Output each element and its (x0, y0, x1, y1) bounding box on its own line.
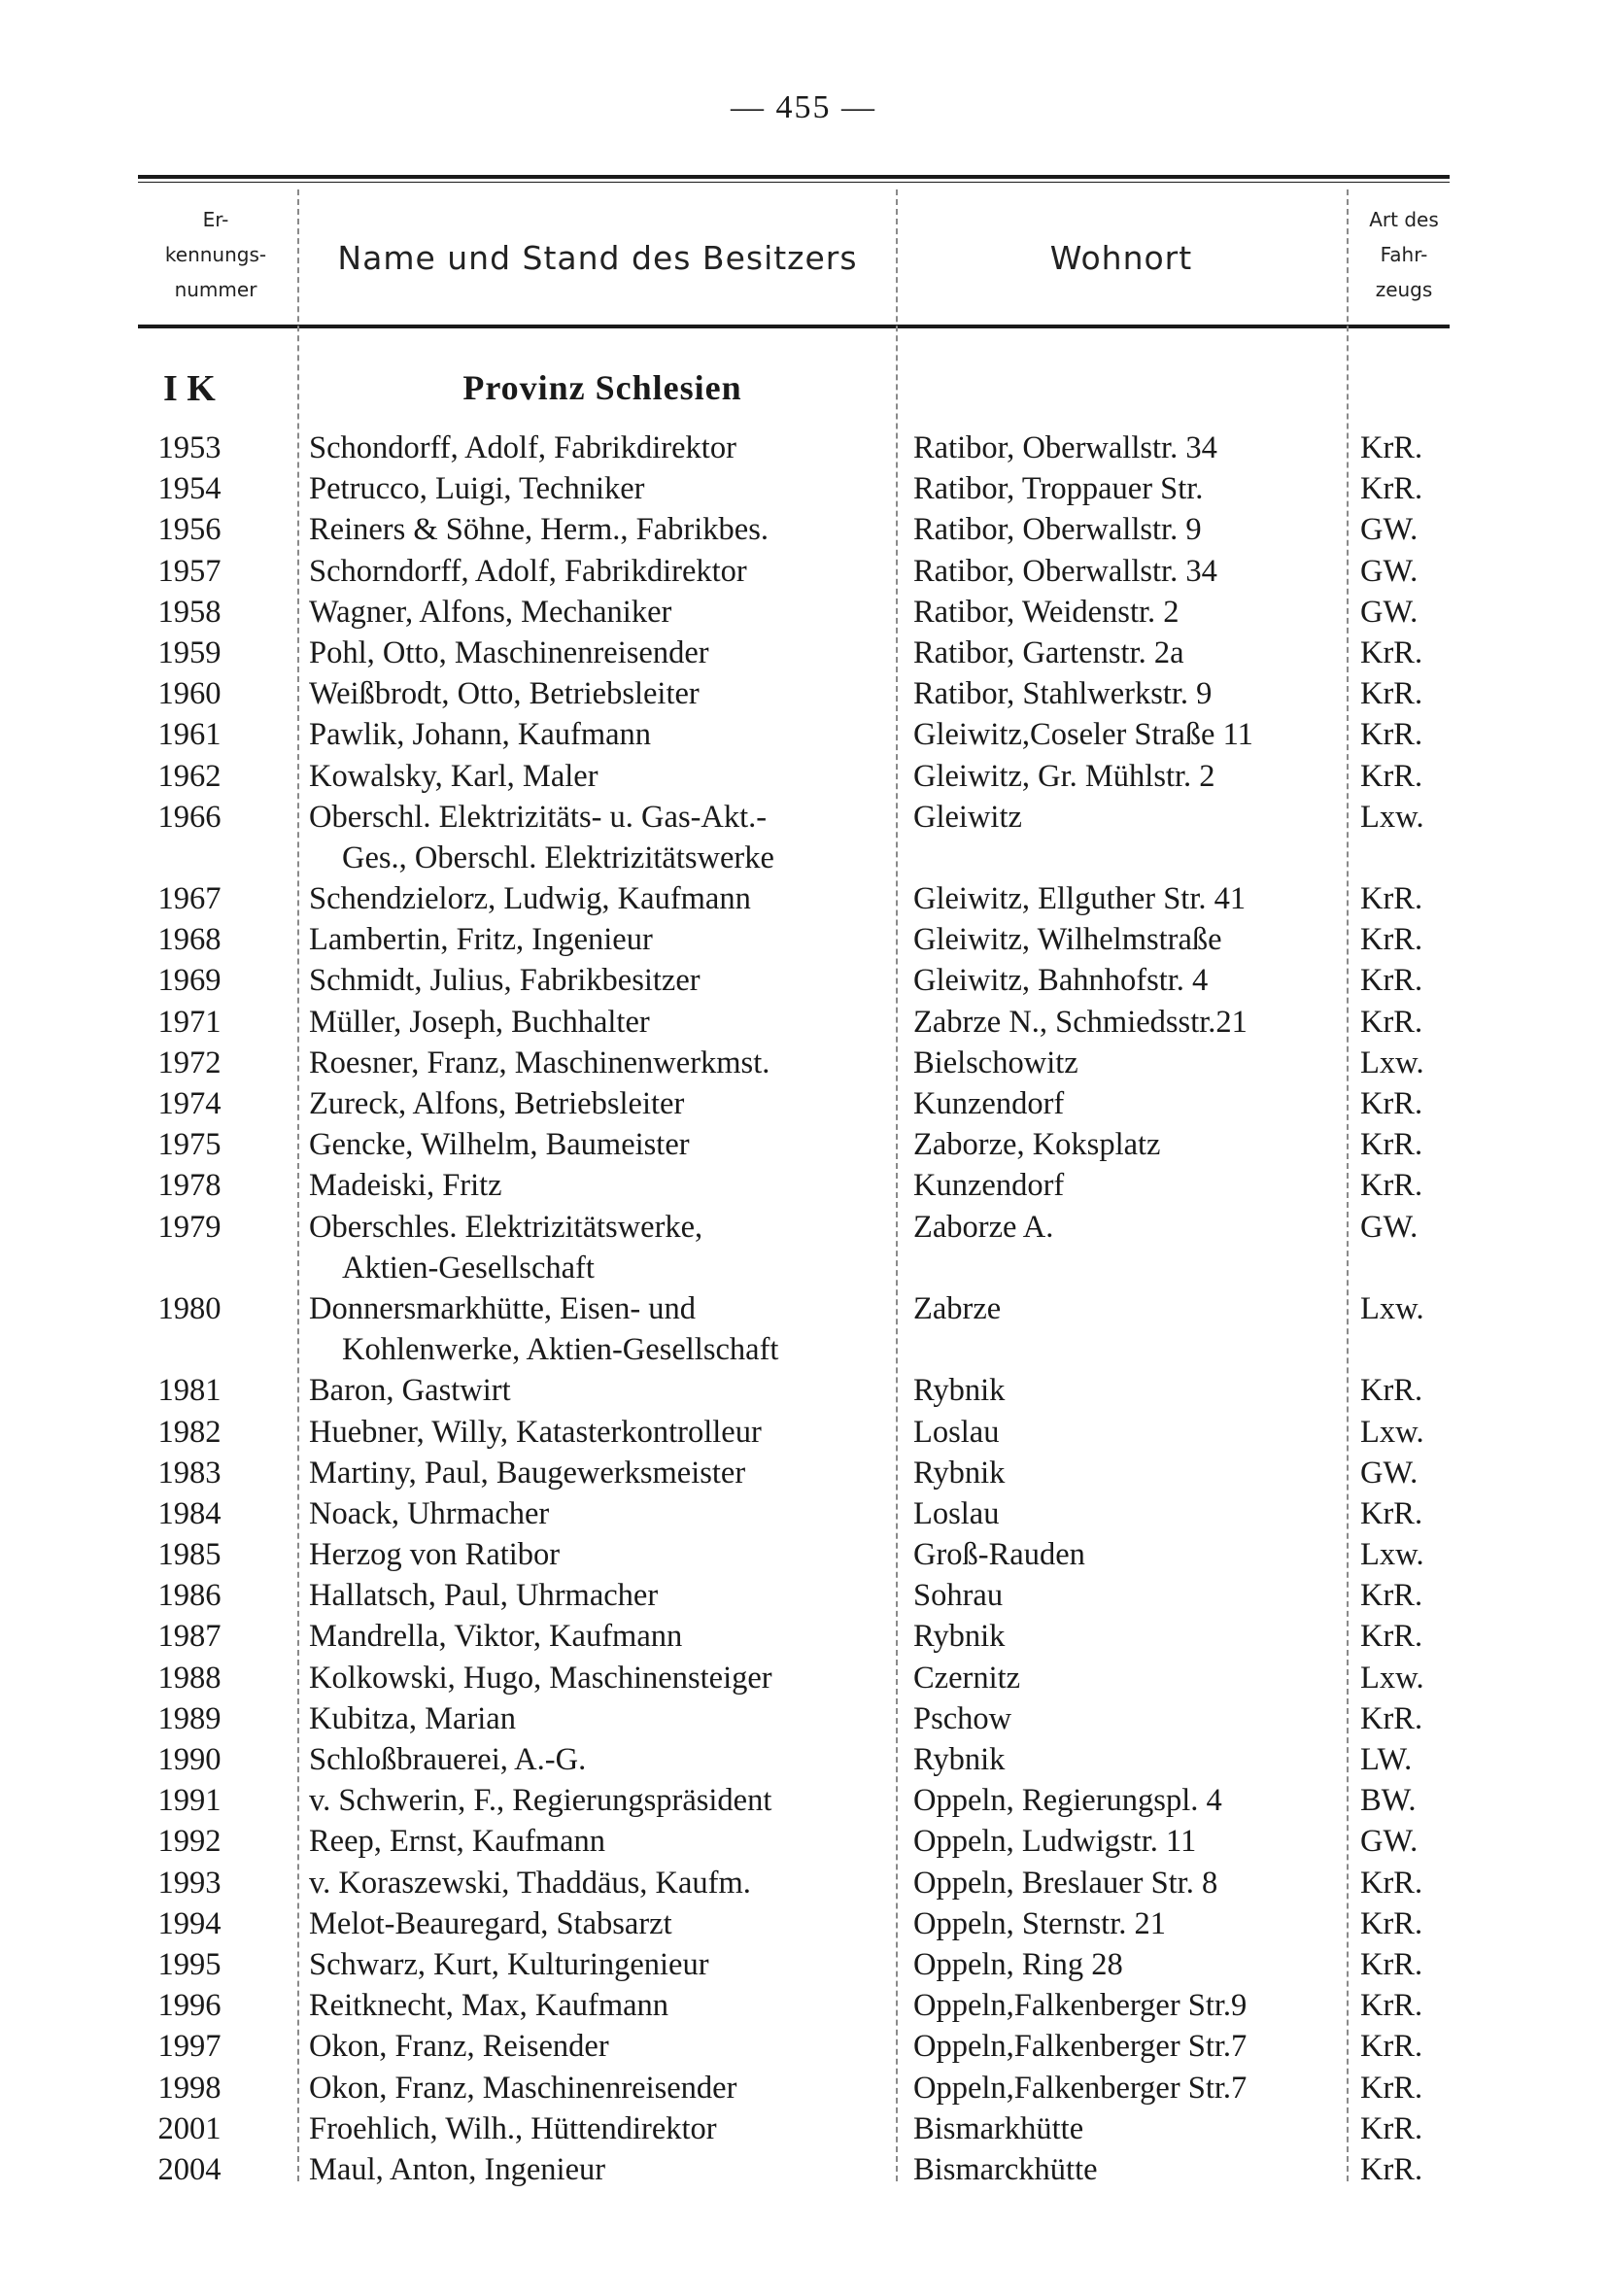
residence: Bielschowitz (913, 1045, 1078, 1080)
vehicle-type: KrR. (1360, 963, 1423, 999)
owner-name (309, 1493, 892, 1534)
vehicle-type: BW. (1360, 1783, 1417, 1819)
owner-name-line: Oberschl. Elektrizitäts- u. Gas-Akt.- (309, 799, 768, 835)
residence: Loslau (913, 1495, 1000, 1531)
owner-name (309, 1658, 892, 1698)
registration-number: 1993 (157, 1865, 222, 1901)
owner-name-line: v. Koraszewski, Thaddäus, Kaufm. (309, 1865, 751, 1901)
owner-name (309, 592, 892, 633)
table-row (0, 1863, 1607, 1903)
owner-name (309, 714, 892, 755)
registration-number: 1988 (157, 1660, 222, 1696)
registration-number: 1994 (157, 1905, 222, 1941)
owner-name-line: Froehlich, Wilh., Hüttendirektor (309, 2110, 717, 2146)
owner-name (309, 509, 892, 550)
table-row (0, 1453, 1607, 1493)
registration-number: 1984 (157, 1495, 222, 1531)
vehicle-type: KrR. (1360, 1988, 1423, 2024)
table-row (0, 1124, 1607, 1165)
owner-name (309, 1534, 892, 1575)
vehicle-type: GW. (1360, 1209, 1419, 1245)
owner-name-line: Kolkowski, Hugo, Maschinensteiger (309, 1660, 772, 1696)
registration-number: 1980 (157, 1290, 222, 1326)
owner-name (309, 1453, 892, 1493)
table-row (0, 878, 1607, 919)
registration-number: 1995 (157, 1946, 222, 1982)
owner-name (309, 1412, 892, 1453)
header-type-line: Fahr- (1380, 243, 1428, 266)
owner-name-line: Lambertin, Fritz, Ingenieur (309, 922, 653, 958)
table-row (0, 1412, 1607, 1453)
residence: Ratibor, Oberwallstr. 34 (913, 430, 1217, 465)
table-row (0, 1698, 1607, 1739)
owner-name-line: Huebner, Willy, Katasterkontrolleur (309, 1414, 762, 1450)
table-row (0, 468, 1607, 509)
registration-number: 1972 (157, 1045, 222, 1080)
table-row (0, 756, 1607, 797)
owner-name (309, 878, 892, 919)
owner-name (309, 1124, 892, 1165)
owner-name-line: Müller, Joseph, Buchhalter (309, 1004, 650, 1040)
residence: Gleiwitz, Wilhelmstraße (913, 922, 1222, 958)
residence: Ratibor, Stahlwerkstr. 9 (913, 676, 1213, 712)
table-row (0, 1780, 1607, 1821)
table-row (0, 797, 1607, 878)
residence: Loslau (913, 1414, 1000, 1450)
header-number-line: kennungs- (164, 243, 267, 266)
table-row (0, 551, 1607, 592)
vehicle-type: KrR. (1360, 430, 1423, 465)
table-row (0, 1043, 1607, 1083)
owner-name (309, 1043, 892, 1083)
residence: Gleiwitz, Gr. Mühlstr. 2 (913, 758, 1215, 794)
owner-name-line: Schmidt, Julius, Fabrikbesitzer (309, 963, 701, 999)
vehicle-type: KrR. (1360, 676, 1423, 712)
registration-number: 1967 (157, 881, 222, 917)
residence: Oppeln, Breslauer Str. 8 (913, 1865, 1218, 1901)
residence: Rybnik (913, 1742, 1006, 1778)
registration-number: 1991 (157, 1783, 222, 1819)
vehicle-type: KrR. (1360, 1700, 1423, 1736)
owner-name-line: Gencke, Wilhelm, Baumeister (309, 1127, 690, 1163)
owner-name (309, 1821, 892, 1862)
residence: Ratibor, Oberwallstr. 34 (913, 553, 1217, 589)
table-row (0, 1165, 1607, 1206)
residence: Oppeln, Regierungspl. 4 (913, 1783, 1222, 1819)
vehicle-type: KrR. (1360, 2151, 1423, 2187)
residence: Rybnik (913, 1373, 1006, 1409)
owner-name-line: Schendzielorz, Ludwig, Kaufmann (309, 881, 751, 917)
vehicle-type: KrR. (1360, 471, 1423, 507)
header-number-line: Er- (202, 208, 229, 231)
vehicle-type: KrR. (1360, 1578, 1423, 1614)
table-row (0, 960, 1607, 1001)
residence: Pschow (913, 1700, 1012, 1736)
registration-number: 1957 (157, 553, 222, 589)
vehicle-type: KrR. (1360, 1905, 1423, 1941)
owner-name (309, 2149, 892, 2190)
residence: Oppeln,Falkenberger Str.7 (913, 2070, 1248, 2106)
owner-name-line: Petrucco, Luigi, Techniker (309, 471, 645, 507)
table-row (0, 1658, 1607, 1698)
vehicle-type: KrR. (1360, 1373, 1423, 1409)
vehicle-type: Lxw. (1360, 1290, 1424, 1326)
registration-number: 1982 (157, 1414, 222, 1450)
owner-name-line: Kubitza, Marian (309, 1700, 516, 1736)
owner-name-continuation: Ges., Oberschl. Elektrizitätswerke (342, 840, 774, 875)
registration-number: 1959 (157, 634, 222, 670)
residence: Gleiwitz, Ellguther Str. 41 (913, 881, 1247, 917)
vehicle-type: KrR. (1360, 2029, 1423, 2065)
table-row (0, 1083, 1607, 1124)
registration-number: 1975 (157, 1127, 222, 1163)
registration-number: 1989 (157, 1700, 222, 1736)
owner-name-line: Zureck, Alfons, Betriebsleiter (309, 1086, 685, 1122)
table-row (0, 2026, 1607, 2067)
residence: Zabrze (913, 1290, 1002, 1326)
owner-name (309, 1863, 892, 1903)
owner-name (309, 1083, 892, 1124)
table-row (0, 1821, 1607, 1862)
owner-name (309, 1616, 892, 1657)
residence: Oppeln,Falkenberger Str.9 (913, 1988, 1248, 2024)
vehicle-type: Lxw. (1360, 1045, 1424, 1080)
vehicle-type: KrR. (1360, 1168, 1423, 1204)
registration-number: 1969 (157, 963, 222, 999)
residence: Sohrau (913, 1578, 1004, 1614)
table-row (0, 592, 1607, 633)
table-row (0, 1288, 1607, 1370)
table-row (0, 1944, 1607, 1985)
residence: Oppeln, Ring 28 (913, 1946, 1123, 1982)
table-row (0, 428, 1607, 468)
header-rule-bottom (138, 325, 1450, 328)
residence: Oppeln, Sternstr. 21 (913, 1905, 1166, 1941)
registration-number: 1998 (157, 2070, 222, 2106)
owner-name (309, 1944, 892, 1985)
section-code: I K (163, 368, 216, 409)
owner-name (309, 1575, 892, 1616)
table-row (0, 1985, 1607, 2026)
residence: Ratibor, Gartenstr. 2a (913, 634, 1184, 670)
table-row (0, 1493, 1607, 1534)
table-row (0, 1575, 1607, 1616)
vehicle-type: KrR. (1360, 1086, 1423, 1122)
owner-name (309, 1903, 892, 1944)
table-row (0, 1534, 1607, 1575)
owner-name-line: Okon, Franz, Reisender (309, 2029, 609, 2065)
owner-name-line: Herzog von Ratibor (309, 1537, 561, 1573)
registration-number: 1962 (157, 758, 222, 794)
residence: Zaborze, Koksplatz (913, 1127, 1161, 1163)
owner-name-line: Madeiski, Fritz (309, 1168, 502, 1204)
owner-name-line: Reiners & Söhne, Herm., Fabrikbes. (309, 512, 769, 548)
residence: Ratibor, Oberwallstr. 9 (913, 512, 1202, 548)
registration-number: 1986 (157, 1578, 222, 1614)
owner-name-line: Pawlik, Johann, Kaufmann (309, 717, 652, 753)
table-row (0, 1739, 1607, 1780)
owner-name-line: Schondorff, Adolf, Fabrikdirektor (309, 430, 736, 465)
owner-name (309, 2108, 892, 2149)
vehicle-type: KrR. (1360, 717, 1423, 753)
residence: Zaborze A. (913, 1209, 1054, 1245)
vehicle-type: KrR. (1360, 1495, 1423, 1531)
owner-name-line: Donnersmarkhütte, Eisen- und (309, 1290, 697, 1326)
vehicle-type: LW. (1360, 1742, 1413, 1778)
header-type-line: Art des (1369, 208, 1439, 231)
owner-name (309, 1370, 892, 1411)
residence: Ratibor, Weidenstr. 2 (913, 594, 1180, 630)
owner-name (309, 1002, 892, 1043)
owner-name (309, 551, 892, 592)
owner-name-continuation: Kohlenwerke, Aktien-Gesellschaft (342, 1331, 779, 1367)
vehicle-type: KrR. (1360, 1865, 1423, 1901)
section-title: Provinz Schlesien (462, 368, 742, 407)
owner-name-line: Wagner, Alfons, Mechaniker (309, 594, 672, 630)
residence: Kunzendorf (913, 1086, 1065, 1122)
owner-name-line: Oberschles. Elektrizitätswerke, (309, 1209, 703, 1245)
registration-number: 1992 (157, 1824, 222, 1860)
table-row (0, 2108, 1607, 2149)
vehicle-type: Lxw. (1360, 1660, 1424, 1696)
owner-name (309, 960, 892, 1001)
owner-name-line: Noack, Uhrmacher (309, 1495, 550, 1531)
registration-number: 1981 (157, 1373, 222, 1409)
vehicle-type: KrR. (1360, 922, 1423, 958)
table-row (0, 633, 1607, 673)
owner-name (309, 919, 892, 960)
owner-name-line: Okon, Franz, Maschinenreisender (309, 2070, 737, 2106)
table-row (0, 1370, 1607, 1411)
owner-name (309, 756, 892, 797)
vehicle-type: GW. (1360, 553, 1419, 589)
vehicle-type: KrR. (1360, 1004, 1423, 1040)
residence: Gleiwitz (913, 799, 1022, 835)
owner-name (309, 1207, 892, 1288)
table-row (0, 1002, 1607, 1043)
residence: Gleiwitz,Coseler Straße 11 (913, 717, 1253, 753)
table-row (0, 1903, 1607, 1944)
header-rule-top-thin (138, 182, 1450, 183)
vehicle-type: KrR. (1360, 2110, 1423, 2146)
table-row (0, 1207, 1607, 1288)
owner-name-line: Martiny, Paul, Baugewerksmeister (309, 1455, 746, 1491)
registration-number: 1953 (157, 430, 222, 465)
owner-name-line: Baron, Gastwirt (309, 1373, 511, 1409)
registration-number: 1966 (157, 799, 222, 835)
page-number: — 455 — (731, 89, 876, 125)
vehicle-type: KrR. (1360, 1946, 1423, 1982)
registration-number: 1968 (157, 922, 222, 958)
registration-number: 2004 (157, 2151, 222, 2187)
owner-name-line: Maul, Anton, Ingenieur (309, 2151, 606, 2187)
vehicle-type: KrR. (1360, 634, 1423, 670)
residence: Czernitz (913, 1660, 1021, 1696)
owner-name (309, 1739, 892, 1780)
owner-name (309, 1288, 892, 1370)
owner-name (309, 633, 892, 673)
owner-name-line: Mandrella, Viktor, Kaufmann (309, 1619, 683, 1655)
registration-number: 1956 (157, 512, 222, 548)
owner-name-line: Schloßbrauerei, A.-G. (309, 1742, 587, 1778)
vehicle-type: Lxw. (1360, 1537, 1424, 1573)
table-row (0, 919, 1607, 960)
registration-number: 1985 (157, 1537, 222, 1573)
registration-number: 1974 (157, 1086, 222, 1122)
owner-name (309, 797, 892, 878)
vehicle-type: GW. (1360, 512, 1419, 548)
header-place-column: Wohnort (1049, 239, 1193, 277)
owner-name (309, 1165, 892, 1206)
table-row (0, 1616, 1607, 1657)
residence: Rybnik (913, 1455, 1006, 1491)
owner-name (309, 428, 892, 468)
vehicle-type: KrR. (1360, 881, 1423, 917)
registration-number: 1958 (157, 594, 222, 630)
registration-number: 1960 (157, 676, 222, 712)
registration-number: 1971 (157, 1004, 222, 1040)
owner-name-line: Schwarz, Kurt, Kulturingenieur (309, 1946, 709, 1982)
register-rows (0, 428, 1607, 2190)
owner-name-line: Pohl, Otto, Maschinenreisender (309, 634, 709, 670)
table-row (0, 509, 1607, 550)
header-type-line: zeugs (1375, 278, 1433, 301)
owner-name-line: Weißbrodt, Otto, Betriebsleiter (309, 676, 700, 712)
registration-number: 1978 (157, 1168, 222, 1204)
residence: Ratibor, Troppauer Str. (913, 471, 1204, 507)
header-name-column: Name und Stand des Besitzers (337, 239, 858, 277)
vehicle-type: KrR. (1360, 1619, 1423, 1655)
residence: Rybnik (913, 1619, 1006, 1655)
owner-name-line: Kowalsky, Karl, Maler (309, 758, 598, 794)
registration-number: 1987 (157, 1619, 222, 1655)
header-number-line: nummer (174, 278, 257, 301)
header-number-column (138, 202, 293, 307)
owner-name-continuation: Aktien-Gesellschaft (342, 1250, 595, 1285)
table-row (0, 673, 1607, 714)
residence: Zabrze N., Schmiedsstr.21 (913, 1004, 1248, 1040)
owner-name-line: Schorndorff, Adolf, Fabrikdirektor (309, 553, 747, 589)
owner-name (309, 1780, 892, 1821)
owner-name (309, 468, 892, 509)
owner-name (309, 1985, 892, 2026)
owner-name-line: v. Schwerin, F., Regierungspräsident (309, 1783, 772, 1819)
registration-number: 1990 (157, 1742, 222, 1778)
vehicle-type: KrR. (1360, 1127, 1423, 1163)
table-row (0, 714, 1607, 755)
registration-number: 2001 (157, 2110, 222, 2146)
vehicle-type: GW. (1360, 1824, 1419, 1860)
owner-name-line: Reitknecht, Max, Kaufmann (309, 1988, 669, 2024)
residence: Bismarckhütte (913, 2151, 1098, 2187)
table-row (0, 2149, 1607, 2190)
vehicle-type: KrR. (1360, 758, 1423, 794)
residence: Gleiwitz, Bahnhofstr. 4 (913, 963, 1209, 999)
owner-name-line: Melot-Beauregard, Stabsarzt (309, 1905, 672, 1941)
residence: Oppeln, Ludwigstr. 11 (913, 1824, 1197, 1860)
vehicle-type: GW. (1360, 594, 1419, 630)
vehicle-type: KrR. (1360, 2070, 1423, 2106)
vehicle-type: Lxw. (1360, 1414, 1424, 1450)
residence: Bismarkhütte (913, 2110, 1084, 2146)
owner-name (309, 673, 892, 714)
registration-number: 1954 (157, 471, 222, 507)
registration-number: 1983 (157, 1455, 222, 1491)
vehicle-type: Lxw. (1360, 799, 1424, 835)
owner-name-line: Roesner, Franz, Maschinenwerkmst. (309, 1045, 770, 1080)
registration-number: 1997 (157, 2029, 222, 2065)
header-type-column (1351, 202, 1457, 307)
owner-name (309, 2026, 892, 2067)
owner-name (309, 2068, 892, 2108)
owner-name-line: Hallatsch, Paul, Uhrmacher (309, 1578, 659, 1614)
registration-number: 1996 (157, 1988, 222, 2024)
registration-number: 1961 (157, 717, 222, 753)
residence: Groß-Rauden (913, 1537, 1085, 1573)
owner-name (309, 1698, 892, 1739)
residence: Oppeln,Falkenberger Str.7 (913, 2029, 1248, 2065)
owner-name-line: Reep, Ernst, Kaufmann (309, 1824, 606, 1860)
residence: Kunzendorf (913, 1168, 1065, 1204)
header-rule-top (138, 175, 1450, 179)
table-row (0, 2068, 1607, 2108)
registration-number: 1979 (157, 1209, 222, 1245)
vehicle-type: GW. (1360, 1455, 1419, 1491)
